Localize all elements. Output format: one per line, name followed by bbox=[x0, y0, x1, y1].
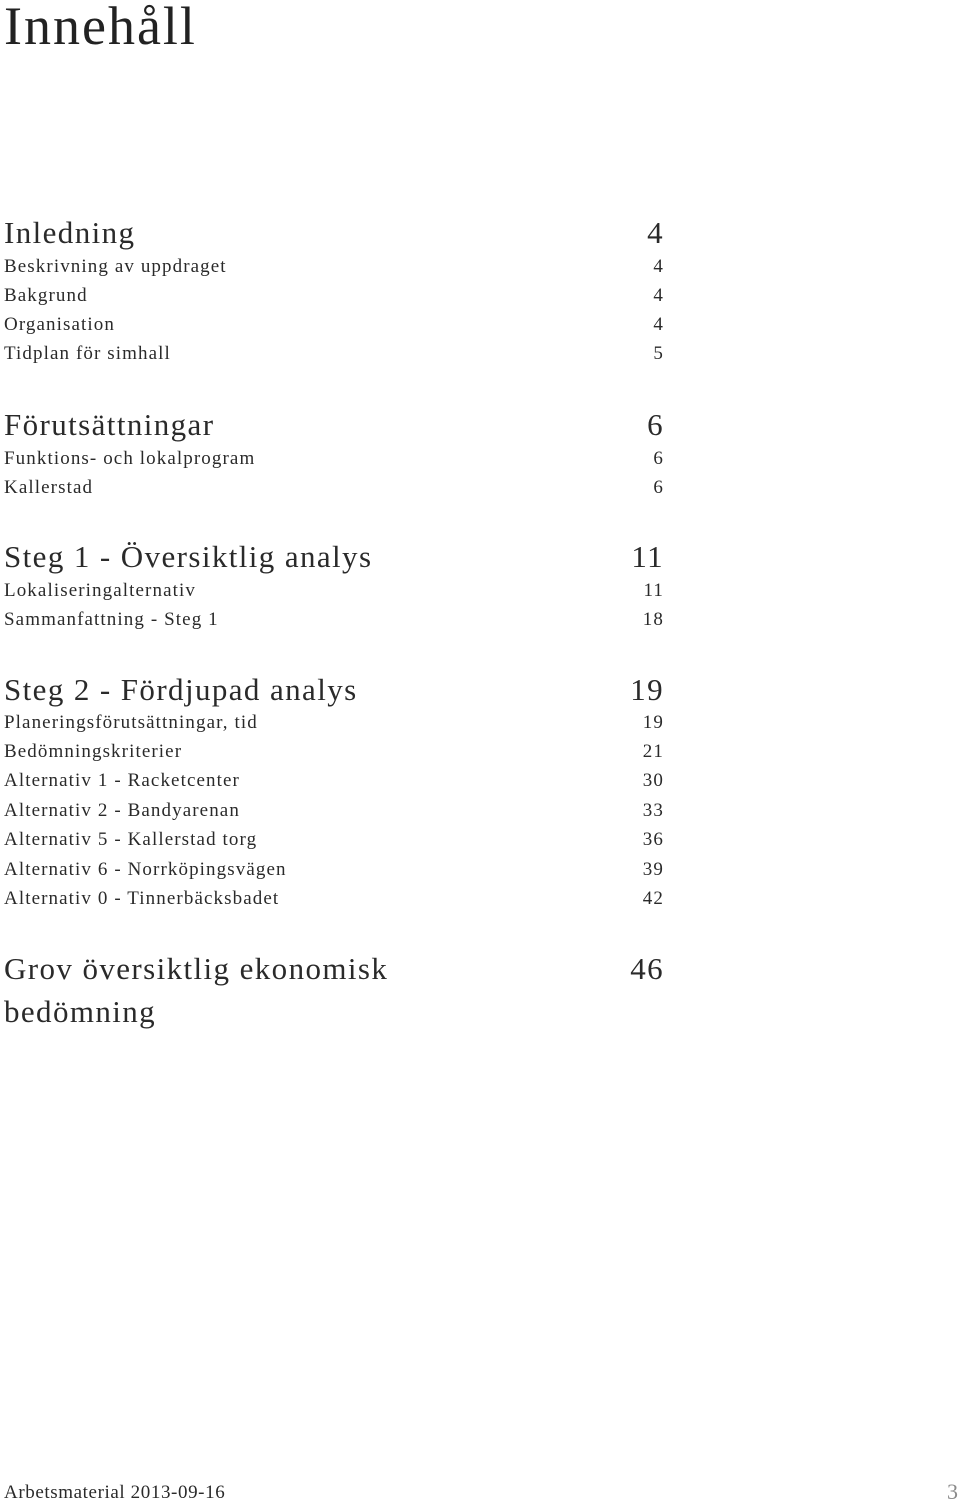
toc-heading-page: 6 bbox=[647, 407, 664, 442]
toc-entry[interactable] bbox=[4, 857, 664, 883]
toc-entry-label: Planeringsförutsättningar, tid bbox=[4, 712, 258, 733]
toc-heading-label: Steg 1 - Översiktlig analys bbox=[4, 539, 373, 574]
toc-entry[interactable] bbox=[4, 254, 664, 280]
toc-entry-page: 4 bbox=[653, 256, 664, 277]
toc-section-heading[interactable] bbox=[4, 670, 664, 710]
footer-page-number: 3 bbox=[947, 1479, 958, 1504]
toc-heading-page: 19 bbox=[630, 672, 664, 707]
toc-entry-label: Alternativ 6 - Norrköpingsvägen bbox=[4, 859, 287, 880]
toc-entry-page: 21 bbox=[642, 741, 664, 762]
page-title: Innehåll bbox=[4, 0, 197, 56]
toc-entry-page: 4 bbox=[653, 314, 664, 335]
toc-entry-page: 39 bbox=[642, 859, 664, 880]
toc-entry[interactable] bbox=[4, 341, 664, 367]
toc-entry-label: Funktions- och lokalprogram bbox=[4, 448, 256, 469]
toc-entry[interactable] bbox=[4, 475, 664, 501]
toc-entry-page: 4 bbox=[653, 285, 664, 306]
toc-entry-label: Bakgrund bbox=[4, 285, 88, 306]
toc-entry[interactable] bbox=[4, 798, 664, 824]
toc-entry-label: Tidplan för simhall bbox=[4, 343, 171, 364]
footer-text: Arbetsmaterial 2013-09-16 bbox=[4, 1482, 226, 1503]
toc-entry-page: 33 bbox=[642, 800, 664, 821]
toc-entry[interactable] bbox=[4, 446, 664, 472]
toc-entry-page: 42 bbox=[642, 888, 664, 909]
toc-entry-page: 18 bbox=[642, 609, 664, 630]
toc-heading-page: 4 bbox=[647, 215, 664, 250]
toc-heading-label: Förutsättningar bbox=[4, 407, 215, 442]
toc-entry[interactable] bbox=[4, 578, 664, 604]
toc-entry-label: Alternativ 2 - Bandyarenan bbox=[4, 800, 240, 821]
toc-entry-label: Alternativ 5 - Kallerstad torg bbox=[4, 829, 258, 850]
toc-entry[interactable] bbox=[4, 739, 664, 765]
toc-section-heading[interactable] bbox=[4, 213, 664, 253]
toc-section-heading[interactable] bbox=[4, 537, 664, 577]
toc-entry-page: 6 bbox=[653, 477, 664, 498]
toc-entry[interactable] bbox=[4, 283, 664, 309]
toc-heading-label: Inledning bbox=[4, 215, 136, 250]
toc-entry-label: Organisation bbox=[4, 314, 116, 335]
toc-entry-page: 19 bbox=[642, 712, 664, 733]
toc-entry-label: Kallerstad bbox=[4, 477, 94, 498]
toc-entry[interactable] bbox=[4, 886, 664, 912]
toc-entry-page: 36 bbox=[642, 829, 664, 850]
toc-entry-label: Alternativ 0 - Tinnerbäcksbadet bbox=[4, 888, 280, 909]
toc-entry[interactable] bbox=[4, 827, 664, 853]
toc-heading-page: 46 bbox=[630, 951, 664, 986]
toc-heading-label: Grov översiktlig ekonomisk bedömning bbox=[4, 951, 389, 1029]
toc-entry-page: 11 bbox=[643, 580, 664, 601]
toc-entry-page: 6 bbox=[653, 448, 664, 469]
toc-heading-label: Steg 2 - Fördjupad analys bbox=[4, 672, 358, 707]
toc-entry[interactable] bbox=[4, 312, 664, 338]
toc-entry-label: Sammanfattning - Steg 1 bbox=[4, 609, 219, 630]
toc-entry-page: 5 bbox=[653, 343, 664, 364]
toc-entry-label: Lokaliseringalternativ bbox=[4, 580, 196, 601]
toc-entry[interactable] bbox=[4, 768, 664, 794]
toc-entry[interactable] bbox=[4, 607, 664, 633]
toc-entry[interactable] bbox=[4, 710, 664, 736]
toc-entry-page: 30 bbox=[642, 770, 664, 791]
toc-entry-label: Beskrivning av uppdraget bbox=[4, 256, 227, 277]
toc-heading-page: 11 bbox=[631, 539, 664, 574]
toc-entry-label: Alternativ 1 - Racketcenter bbox=[4, 770, 240, 791]
toc-section-heading[interactable] bbox=[4, 405, 664, 445]
toc-entry-label: Bedömningskriterier bbox=[4, 741, 183, 762]
